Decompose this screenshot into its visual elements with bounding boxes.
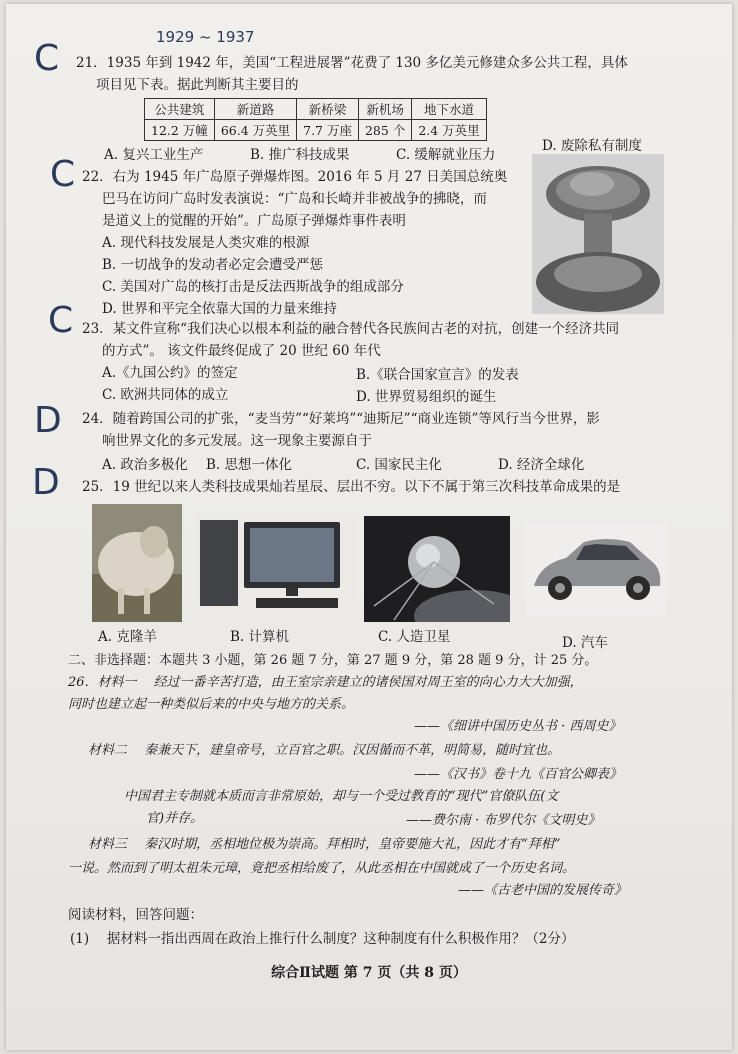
q21-stem-line1: 21．1935 年到 1942 年，美国“工程进展署”花费了 130 多亿美元修建众多公共工程，具体 (76, 55, 628, 71)
q21-stem-line2: 项目见下表。据此判断其主要目的 (96, 77, 299, 93)
q22-option-a: A. 现代科技发展是人类灾难的根源 (102, 235, 310, 251)
table-header: 新道路 (214, 99, 296, 120)
q24-stem-line2: 响世界文化的多元发展。这一现象主要源自于 (102, 433, 372, 449)
material1-line2: 同时也建立起一种类似后来的中央与地方的关系。 (68, 697, 355, 712)
q23-stem-line2: 的方式”。 该文件最终促成了 20 世纪 60 年代 (102, 343, 381, 359)
table-cell: 285 个 (358, 120, 411, 141)
exam-page (6, 4, 732, 1050)
part2-heading: 二、非选择题：本题共 3 小题，第 26 题 7 分，第 27 题 9 分，第 28 题 9 分，计 25 分。 (68, 653, 598, 668)
material1-source: ——《细讲中国历史丛书 · 西周史》 (414, 719, 622, 734)
q23-option-d: D. 世界贸易组织的诞生 (356, 389, 497, 405)
q23-option-c: C. 欧洲共同体的成立 (102, 387, 229, 403)
cloned-sheep-photo (92, 504, 182, 622)
q25-option-c: C. 人造卫星 (378, 629, 451, 645)
handwritten-answer-25: D (32, 462, 60, 503)
reading-instruction: 阅读材料，回答问题： (68, 907, 203, 923)
page-footer: 综合Ⅱ试题 第 7 页（共 8 页） (271, 965, 467, 981)
q25-option-d: D. 汽车 (562, 635, 608, 651)
table-header: 新机场 (358, 99, 411, 120)
q21-option-c: C. 缓解就业压力 (396, 147, 496, 163)
q23-option-b: B.《联合国家宣言》的发表 (356, 367, 519, 383)
material2-source2: ——费尔南 · 布罗代尔《文明史》 (406, 813, 601, 828)
material1-line1: 26．材料一 经过一番辛苦打造，由王室宗亲建立的诸侯国对周王室的向心力大大加强， (68, 675, 583, 690)
question-26-1: (1) 据材料一指出西周在政治上推行什么制度？这种制度有什么积极作用？（2分） (70, 931, 575, 947)
q23-option-a: A.《九国公约》的签定 (102, 365, 238, 381)
q23-stem-line1: 23．某文件宣称“我们决心以根本利益的融合替代各民族间古老的对抗，创建一个经济共同 (82, 321, 620, 337)
material3-line2: 一说。然而到了明太祖朱元璋，竟把丞相给废了，从此丞相在中国就成了一个历史名词。 (68, 861, 576, 876)
material2-source: ——《汉书》卷十九《百官公卿表》 (414, 767, 623, 782)
q22-stem-line3: 是道义上的觉醒的开始”。广岛原子弹爆炸事件表明 (102, 213, 406, 229)
q21-option-a: A. 复兴工业生产 (104, 147, 204, 163)
q24-option-a: A. 政治多极化 (102, 457, 188, 473)
handwritten-answer-24: D (34, 400, 62, 441)
handwritten-answer-23: C (48, 300, 74, 341)
table-cell: 2.4 万英里 (412, 120, 486, 141)
q24-option-d: D. 经济全球化 (498, 457, 585, 473)
material3-line1: 材料三 秦汉时期，丞相地位极为崇高。拜相时，皇帝要施大礼，因此才有“拜相” (88, 837, 561, 852)
handwritten-answer-22: C (50, 154, 76, 195)
q25-option-b: B. 计算机 (230, 629, 290, 645)
q22-option-c: C. 美国对广岛的核打击是反法西斯战争的组成部分 (102, 279, 404, 295)
mushroom-cloud-photo (532, 154, 664, 314)
q22-option-d: D. 世界和平完全依靠大国的力量来维持 (102, 301, 337, 317)
q25-option-a: A. 克隆羊 (98, 629, 157, 645)
material2-line1: 材料二 秦兼天下，建皇帝号，立百官之职。汉因循而不革，明简易，随时宜也。 (88, 743, 561, 758)
computer-photo (196, 516, 356, 616)
public-works-table (144, 98, 487, 141)
material2-line2: 中国君主专制就本质而言非常原始，却与一个受过教育的“现代”官僚队伍(文 (124, 789, 559, 804)
q22-option-b: B. 一切战争的发动者必定会遭受严惩 (102, 257, 324, 273)
handwritten-answer-21: C (34, 38, 60, 79)
table-header: 地下水道 (412, 99, 486, 120)
q21-option-b: B. 推广科技成果 (250, 147, 350, 163)
q22-stem-line1: 22．右为 1945 年广岛原子弹爆炸图。2016 年 5 月 27 日美国总统奥 (82, 169, 508, 185)
q22-stem-line2: 巴马在访问广岛时发表演说：“广岛和长崎并非被战争的拂晓，而 (102, 191, 487, 207)
material2-line3: 官)并存。 (146, 811, 204, 826)
car-photo (526, 524, 666, 616)
q24-stem-line1: 24．随着跨国公司的扩张，“麦当劳”“好莱坞”“迪斯尼”“商业连锁”等风行当今世界，影 (82, 411, 600, 427)
material3-source: ——《古老中国的发展传奇》 (458, 883, 628, 898)
q21-option-d: D. 废除私有制度 (542, 138, 642, 154)
handwritten-note: 1929 ~ 1937 (156, 28, 255, 46)
table-cell: 7.7 万座 (297, 120, 359, 141)
q24-option-b: B. 思想一体化 (206, 457, 293, 473)
satellite-photo (364, 516, 510, 622)
table-header: 新桥梁 (297, 99, 359, 120)
table-header: 公共建筑 (145, 99, 215, 120)
table-cell: 12.2 万幢 (145, 120, 215, 141)
table-cell: 66.4 万英里 (214, 120, 296, 141)
q25-stem-line1: 25．19 世纪以来人类科技成果灿若星辰、层出不穷。以下不属于第三次科技革命成果的是 (82, 479, 621, 495)
q24-option-c: C. 国家民主化 (356, 457, 442, 473)
